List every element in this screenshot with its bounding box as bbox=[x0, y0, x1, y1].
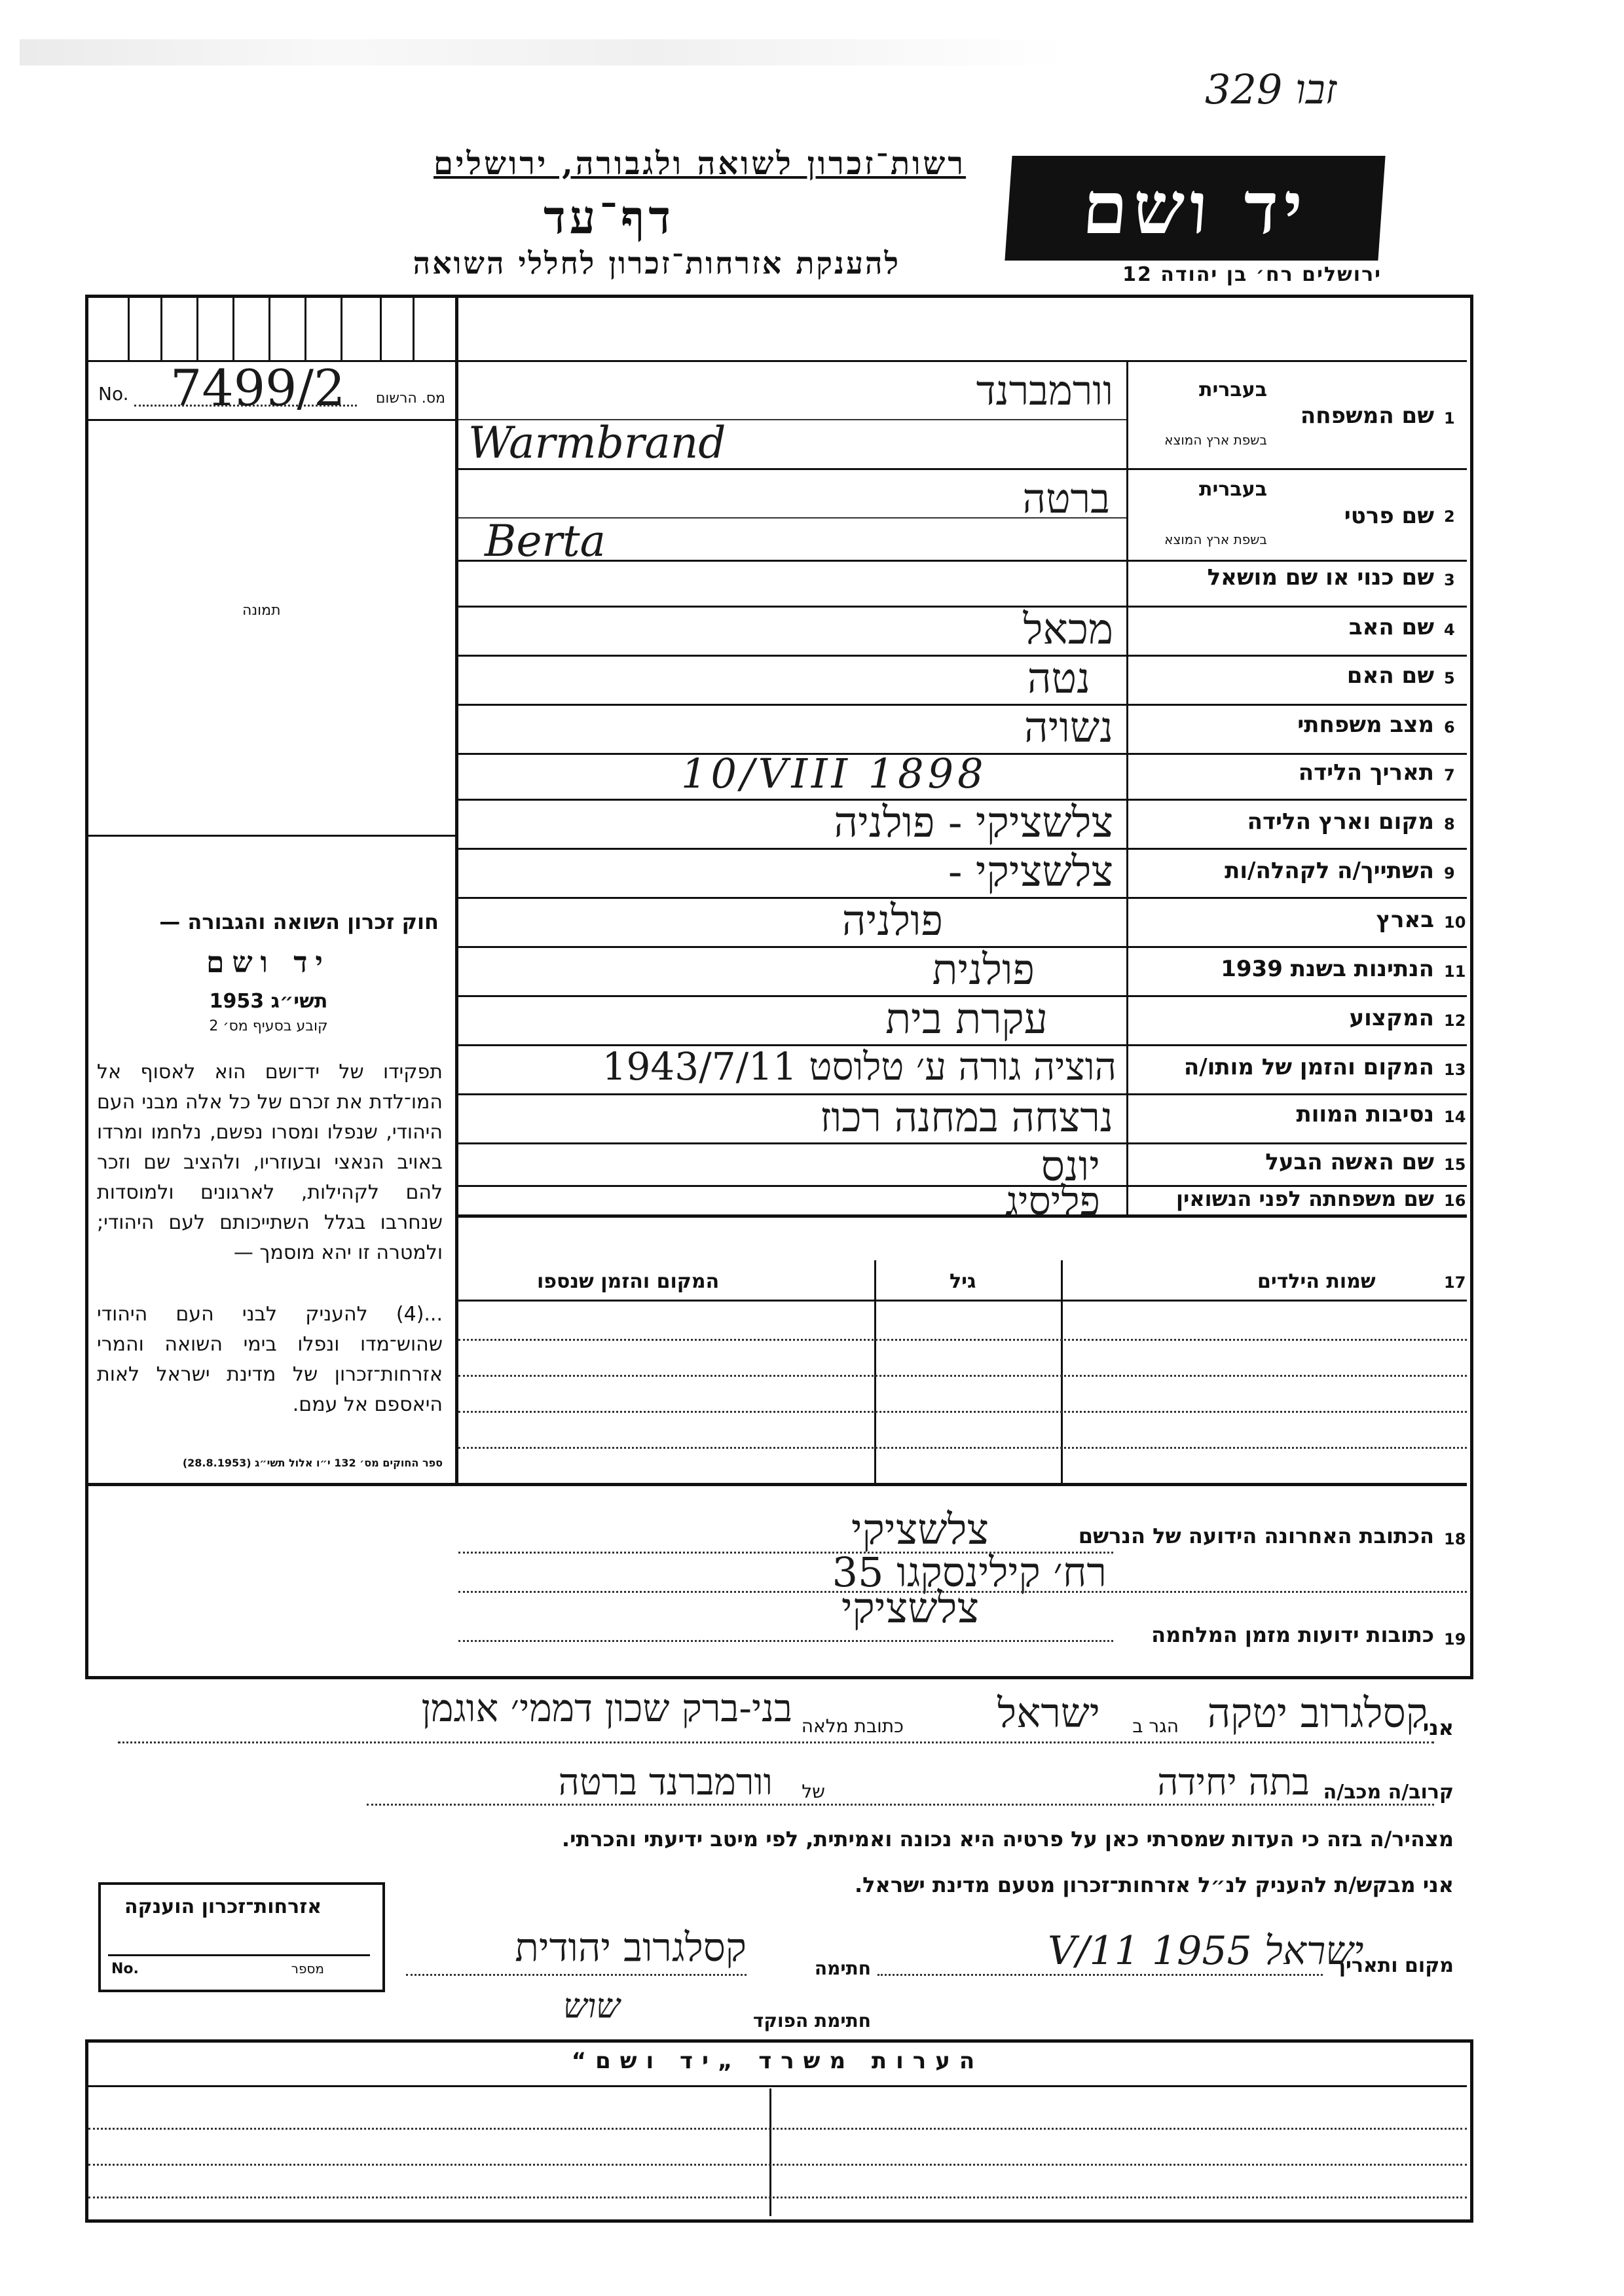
top-box-sep bbox=[160, 298, 162, 360]
row-sep-3 bbox=[458, 606, 1467, 608]
maiden-name[interactable]: פליסיג bbox=[1005, 1178, 1100, 1224]
of-value[interactable]: וורמברנד ברטה bbox=[558, 1761, 773, 1804]
field-label: הנתינות בשנת 1939 bbox=[1221, 956, 1434, 982]
origin-tag: בשפת ארץ המוצא bbox=[1164, 532, 1267, 547]
wartime-address[interactable]: צלשציקי bbox=[841, 1584, 979, 1633]
occupation[interactable]: עקרת בית bbox=[885, 995, 1048, 1044]
first-name-hebrew[interactable]: ברטה bbox=[1022, 475, 1110, 522]
relative-label: קרוב/ה מכב/ה bbox=[1323, 1781, 1454, 1804]
addr-line bbox=[458, 1640, 1113, 1642]
statement-2: אני מבקש/ת להעניק לנ״ל אזרחות־זכרון מטעם מדינת ישראל. bbox=[855, 1872, 1454, 1897]
field-num: 13 bbox=[1444, 1061, 1466, 1079]
form-subtitle: להענקת אזרחות־זכרון לחללי השואה bbox=[413, 246, 900, 281]
field-label: שם האשה הבעל bbox=[1265, 1149, 1434, 1175]
grant-box-number: מספר bbox=[291, 1961, 324, 1977]
top-box-sep bbox=[341, 298, 342, 360]
first-name-latin[interactable]: Berta bbox=[485, 516, 606, 566]
row-sep-2 bbox=[458, 560, 1467, 562]
registry-no-value[interactable]: 7499/2 bbox=[170, 359, 346, 417]
yad-vashem-logo bbox=[1005, 156, 1385, 261]
last-address-city[interactable]: צלשציקי bbox=[851, 1506, 989, 1554]
office-row-line bbox=[88, 2196, 1467, 2198]
top-box-sep bbox=[304, 298, 306, 360]
grant-box-title: אזרחות־זכרון הוענקה bbox=[124, 1895, 322, 1918]
field-num: 11 bbox=[1444, 962, 1466, 981]
last-address-street[interactable]: רח׳ קילינסקגו 35 bbox=[832, 1548, 1107, 1596]
children-col-age: גיל bbox=[950, 1270, 976, 1293]
official-label: חתימת הפוקד bbox=[752, 2010, 871, 2032]
addr-label-19: כתובות ידועות מזמן המלחמה bbox=[1151, 1622, 1434, 1647]
children-col-place: המקום והזמן שנספו bbox=[537, 1270, 720, 1293]
top-box-sep bbox=[128, 298, 130, 360]
field-num: 10 bbox=[1444, 913, 1466, 932]
children-col-names: שמות הילדים bbox=[1257, 1270, 1376, 1293]
field-label: שם משפחתה לפני הנשואין bbox=[1175, 1186, 1434, 1211]
field-num: 14 bbox=[1444, 1108, 1466, 1126]
family-name-hebrew[interactable]: וורמברנד bbox=[976, 367, 1113, 414]
authority-name: רשות־זכרון לשואה ולגבורה, ירושלים bbox=[433, 145, 966, 182]
row-sep-16 bbox=[458, 1214, 1467, 1218]
field-num: 3 bbox=[1444, 571, 1455, 589]
office-header-line bbox=[88, 2085, 1467, 2087]
law-box-year: תשי״ג 1953 bbox=[209, 990, 328, 1013]
law-box-brand: יד ושם bbox=[206, 946, 331, 979]
field-label: תאריך הלידה bbox=[1298, 759, 1434, 786]
relation-value[interactable]: בתה יחידה bbox=[1157, 1761, 1310, 1804]
row-sep-5 bbox=[458, 704, 1467, 706]
children-row-line bbox=[458, 1411, 1467, 1413]
field-label: המקום והזמן של מותו/ה bbox=[1183, 1054, 1434, 1080]
left-column-border bbox=[455, 298, 458, 1483]
field-num: 8 bbox=[1444, 815, 1455, 833]
field-num: 4 bbox=[1444, 621, 1455, 639]
field-num: 12 bbox=[1444, 1011, 1466, 1030]
addr-num-19: 19 bbox=[1444, 1630, 1466, 1649]
field-label: שם כנוי או שם מושאל bbox=[1207, 564, 1434, 591]
field-num: 15 bbox=[1444, 1156, 1466, 1174]
main-form-frame bbox=[85, 295, 1473, 1679]
grant-box-no: No. bbox=[111, 1961, 139, 1977]
grant-box-divider bbox=[108, 1954, 370, 1956]
declarant-address[interactable]: בני-ברק שכון דממי׳ אוגמן bbox=[421, 1686, 792, 1730]
decl-line bbox=[118, 1741, 1434, 1743]
resides-label: הגר ב bbox=[1132, 1715, 1179, 1737]
resides-city[interactable]: ישראל bbox=[997, 1689, 1100, 1737]
field-label: בארץ bbox=[1376, 907, 1434, 933]
death-place-time[interactable]: הוציה גורה ע׳ טלוסט 1943/7/11 bbox=[602, 1044, 1116, 1089]
field-label: מקום וארץ הלידה bbox=[1247, 809, 1434, 835]
field-num: 2 bbox=[1444, 507, 1455, 526]
signature-line bbox=[406, 1974, 747, 1976]
place-date-label: מקום ותאריך bbox=[1334, 1954, 1454, 1977]
hebrew-tag: בעברית bbox=[1199, 378, 1267, 401]
field-label: שם האם bbox=[1346, 663, 1434, 689]
top-box-sep bbox=[232, 298, 234, 360]
community[interactable]: צלשציקי - bbox=[948, 848, 1113, 896]
family-name-latin[interactable]: Warmbrand bbox=[468, 418, 726, 468]
form-title: דף־עד bbox=[543, 190, 674, 244]
photo-label: תמונה bbox=[242, 602, 281, 619]
law-box-title: חוק זכרון השואה והגבורה — bbox=[159, 909, 439, 934]
spouse-name[interactable]: יונס bbox=[1041, 1142, 1100, 1191]
logo-text: יד ושם bbox=[1080, 166, 1310, 250]
law-box-footnote: ספר החוקים מס׳ 132 י״ו אלול תשי״ג (28.8.1953) bbox=[182, 1457, 443, 1469]
birth-date[interactable]: 10/VIII 1898 bbox=[681, 750, 987, 797]
field-label: מצב משפחתי bbox=[1297, 712, 1434, 738]
children-col-sep bbox=[1061, 1260, 1063, 1483]
signature-value[interactable]: קסלגרוב יהודית bbox=[515, 1925, 747, 1971]
office-row-line bbox=[88, 2164, 1467, 2166]
top-box-sep bbox=[380, 298, 382, 360]
office-remarks-title: הערות משרד „יד ושם“ bbox=[571, 2048, 984, 2074]
field-label: שם האב bbox=[1348, 614, 1434, 640]
signature-label: חתימה bbox=[814, 1958, 871, 1979]
mother-name[interactable]: נטה bbox=[1027, 655, 1090, 703]
address-label: כתובת מלאה bbox=[801, 1715, 904, 1737]
children-table-bottom bbox=[88, 1483, 1467, 1486]
death-circumstances[interactable]: נרצחה במחנה רכוז bbox=[820, 1093, 1113, 1141]
corner-note: 329 זבו bbox=[1205, 65, 1337, 113]
of-label: של bbox=[802, 1781, 825, 1802]
law-box-para2: ...(4) להעניק לבני העם היהודי שהוש־מדו ונפלו בימי השואה והמרי אזרחות־זכרון של מדינת ישראל לאות היאספם אל עמם. bbox=[97, 1303, 443, 1416]
field-label: המקצוע bbox=[1349, 1005, 1434, 1031]
hebrew-tag: בעברית bbox=[1199, 478, 1267, 501]
label-column-border bbox=[1126, 360, 1128, 1214]
law-box-clause: קובע בסעיף מס׳ 2 bbox=[209, 1018, 328, 1034]
row-sep-14 bbox=[458, 1142, 1467, 1144]
children-header-line bbox=[458, 1300, 1467, 1302]
father-name[interactable]: מכאל bbox=[1023, 606, 1113, 654]
registry-no-label: No. bbox=[98, 383, 129, 405]
office-row-line bbox=[88, 2128, 1467, 2130]
place-date-line bbox=[877, 1974, 1323, 1976]
ani-label: אני bbox=[1422, 1715, 1454, 1740]
field-label: השתייך/ה לקהלה/ות bbox=[1225, 858, 1434, 884]
top-box-sep bbox=[268, 298, 270, 360]
row-sep-1 bbox=[458, 468, 1467, 470]
decl-line bbox=[367, 1804, 1434, 1806]
field-num: 5 bbox=[1444, 669, 1455, 687]
photo-area-top bbox=[88, 419, 455, 421]
top-box-sep bbox=[196, 298, 198, 360]
field-label: שם פרטי bbox=[1344, 503, 1434, 529]
country[interactable]: פולניה bbox=[841, 897, 943, 945]
addr-num-18: 18 bbox=[1444, 1530, 1466, 1548]
field-num: 16 bbox=[1444, 1192, 1466, 1210]
law-box-para1: תפקידו של יד־ושם הוא לאסוף אל המו־לדת את זכרם של כל אלה מבני העם היהודי, שנפלו ומסרו נפשם, נלחמו ומרדו באויב הנאצי ובעוזריו, ולהציב שם וזכר להם לקהילות, לארגונים ולמוסדות שנחרבו בגלל השתייכותם לעם היהודי; ולמטרה זו יהא מוסמך — bbox=[97, 1061, 443, 1264]
field-num: 1 bbox=[1444, 409, 1455, 428]
citizenship-1939[interactable]: פולנית bbox=[932, 946, 1035, 994]
origin-tag: בשפת ארץ המוצא bbox=[1164, 432, 1267, 448]
children-row-line bbox=[458, 1375, 1467, 1377]
registry-reg-label: מס. הרשום bbox=[375, 390, 445, 407]
statement-1: מצהיר/ה בזה כי העדות שמסרתי כאן על פרטיה היא נכונה ואמיתית, לפי מיטב ידיעתי והכרתי. bbox=[561, 1827, 1454, 1851]
photo-area-bottom bbox=[88, 835, 455, 837]
field-label: נסיבות המוות bbox=[1296, 1101, 1434, 1127]
official-signature[interactable]: שוש bbox=[563, 1987, 620, 2026]
field-num: 7 bbox=[1444, 766, 1455, 784]
children-row-line bbox=[458, 1339, 1467, 1341]
row-sep-4 bbox=[458, 655, 1467, 657]
declarant-name[interactable]: קסלגרוב יטקה bbox=[1207, 1689, 1428, 1737]
field-num: 6 bbox=[1444, 718, 1455, 737]
top-box-sep bbox=[413, 298, 415, 360]
scan-noise bbox=[20, 39, 1067, 65]
row-sep-9 bbox=[458, 897, 1467, 899]
birth-place[interactable]: צלשציקי - פולניה bbox=[834, 799, 1113, 847]
children-num: 17 bbox=[1444, 1273, 1466, 1292]
children-row-line bbox=[458, 1447, 1467, 1449]
place-date-value[interactable]: ישראל 1955 V/11 bbox=[1048, 1928, 1364, 1974]
children-col-sep bbox=[874, 1260, 876, 1483]
logo-address: ירושלים רח׳ בן יהודה 12 bbox=[1122, 263, 1382, 286]
addr-label-18: הכתובת האחרונה הידועה של הנרשם bbox=[1078, 1523, 1434, 1548]
field-num: 9 bbox=[1444, 864, 1455, 883]
marital-status[interactable]: נשויה bbox=[1024, 704, 1113, 752]
field-label: שם המשפחה bbox=[1300, 403, 1434, 429]
